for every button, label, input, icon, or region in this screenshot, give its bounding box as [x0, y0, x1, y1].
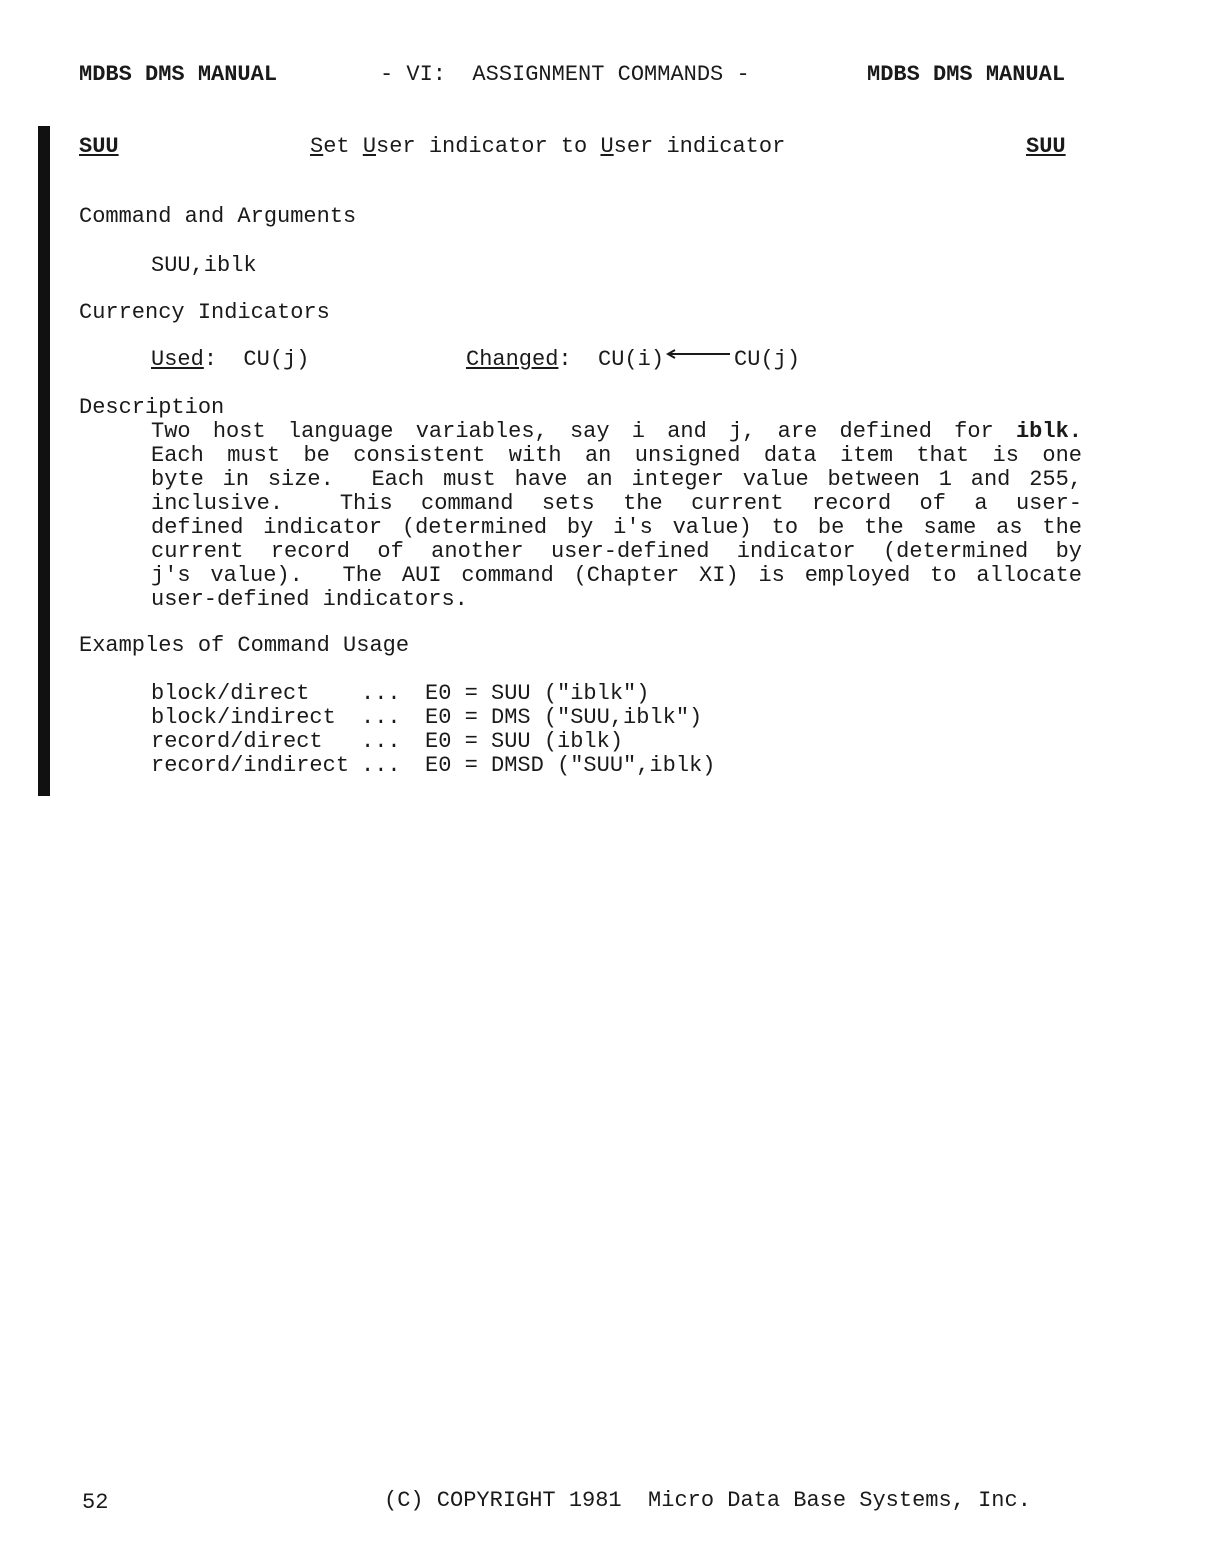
used-label: Used [151, 347, 204, 372]
example-row: record/indirect ... E0 = DMSD ("SUU",iblk) [151, 753, 716, 778]
description-line: Two host language variables, say i and j, are defined for iblk. [151, 419, 1082, 444]
description-line: current record of another user-defined indicator (determined by [151, 539, 1082, 564]
description-bold-term: iblk. [1015, 419, 1082, 444]
command-title: Set User indicator to User indicator [310, 134, 786, 159]
description-line: defined indicator (determined by i's value) to be the same as the [151, 515, 1082, 540]
command-name-right: SUU [1026, 134, 1066, 159]
section-heading-examples: Examples of Command Usage [79, 633, 410, 658]
changed-left: CU(i) [598, 347, 665, 372]
command-syntax: SUU,iblk [151, 253, 257, 278]
header-right: MDBS DMS MANUAL [867, 62, 1066, 87]
header-chapter: - VI: ASSIGNMENT COMMANDS - [380, 62, 750, 87]
description-line: inclusive. This command sets the current record of a user- [151, 491, 1082, 516]
changed-right: CU(j) [734, 347, 801, 372]
currency-changed: Changed: CU(i) CU(j) [466, 347, 801, 372]
description-line: user-defined indicators. [151, 587, 468, 612]
page-number: 52 [82, 1490, 109, 1515]
description-line: j's value). The AUI command (Chapter XI) is employed to allocate [151, 563, 1082, 588]
example-row: block/direct ... E0 = SUU ("iblk") [151, 681, 650, 706]
left-arrow-icon [664, 349, 734, 359]
header-left: MDBS DMS MANUAL [79, 62, 278, 87]
section-heading-currency: Currency Indicators [79, 300, 330, 325]
changed-label: Changed [466, 347, 559, 372]
command-name-left: SUU [79, 134, 119, 159]
change-bar [38, 126, 50, 796]
example-row: record/direct ... E0 = SUU (iblk) [151, 729, 624, 754]
section-heading-description: Description [79, 395, 225, 420]
used-value: CU(j) [243, 347, 310, 372]
example-row: block/indirect ... E0 = DMS ("SUU,iblk") [151, 705, 703, 730]
description-line: byte in size. Each must have an integer value between 1 and 255, [151, 467, 1082, 492]
section-heading-command-args: Command and Arguments [79, 204, 357, 229]
description-line: Each must be consistent with an unsigned data item that is one [151, 443, 1082, 468]
footer-copyright: (C) COPYRIGHT 1981 Micro Data Base Systems, Inc. [384, 1488, 1031, 1513]
currency-used: Used: CU(j) [151, 347, 310, 372]
